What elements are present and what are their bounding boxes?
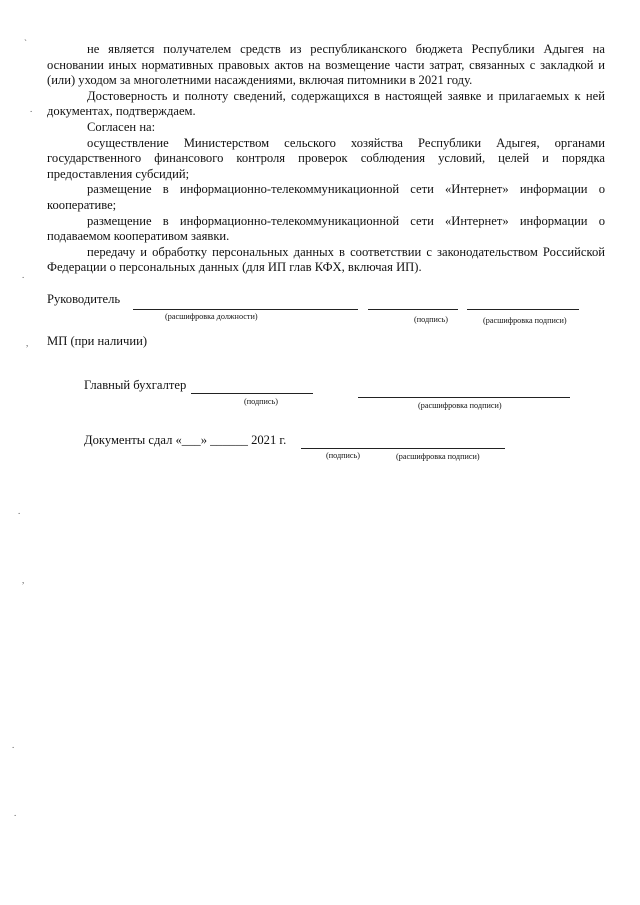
accountant-sign-caption: (подпись) [244, 397, 278, 406]
head-decode-line [467, 309, 579, 310]
paragraph-internet-cooperative: размещение в информационно-телекоммуникационной сети «Интернет» информации о кооперативе; [47, 182, 605, 212]
scan-speck: . [30, 104, 33, 114]
scan-speck: , [26, 338, 29, 348]
head-label: Руководитель [47, 292, 121, 306]
scan-speck: . [14, 808, 17, 818]
scan-speck: . [12, 740, 15, 750]
head-sign-line [368, 309, 458, 310]
head-sign-caption: (подпись) [414, 315, 448, 324]
head-position-caption: (расшифровка должности) [165, 312, 258, 321]
paragraph-reliability: Достоверность и полноту сведений, содержащихся в настоящей заявке и прилагаемых к ней документах, подтверждаем. [47, 88, 605, 119]
submitted-label: Документы сдал «___» ______ 2021 г. [84, 433, 287, 447]
seal-label: МП (при наличии) [47, 334, 148, 348]
paragraph-not-recipient: не является получателем средств из республиканского бюджета Республики Адыгея на основании иных нормативных правовых актов на возмещение части затрат, связанных с закладкой и (или) уходом за многолетними насаждениями, включая питомники в 2021 году. [47, 42, 605, 88]
accountant-label: Главный бухгалтер [84, 378, 187, 392]
paragraph-agree: Согласен на: [87, 119, 156, 134]
accountant-sign-line [191, 393, 313, 394]
submitted-decode-caption: (расшифровка подписи) [396, 452, 480, 461]
scan-speck: ` [24, 38, 27, 48]
paragraph-personal-data: передачу и обработку персональных данных в соответствии с законодательством Российской Федерации о персональных данных (для ИП глав КФХ, включая ИП). [47, 244, 605, 275]
head-decode-caption: (расшифровка подписи) [483, 316, 567, 325]
scan-speck: . [18, 506, 21, 516]
document-body [47, 42, 605, 276]
submitted-sign-caption: (подпись) [326, 451, 360, 460]
submitted-line [301, 448, 505, 449]
scan-speck: , [22, 575, 25, 585]
accountant-decode-caption: (расшифровка подписи) [418, 401, 502, 410]
accountant-decode-line [358, 397, 570, 398]
scan-speck: . [22, 270, 25, 280]
paragraph-internet-application: размещение в информационно-телекоммуникационной сети «Интернет» информации о подаваемом кооперативом заявки. [47, 213, 605, 244]
head-position-line [133, 309, 358, 310]
paragraph-inspection: осуществление Министерством сельского хозяйства Республики Адыгея, органами государственного финансового контроля проверок соблюдения условий, целей и порядка предоставления субсидий; [47, 135, 605, 181]
